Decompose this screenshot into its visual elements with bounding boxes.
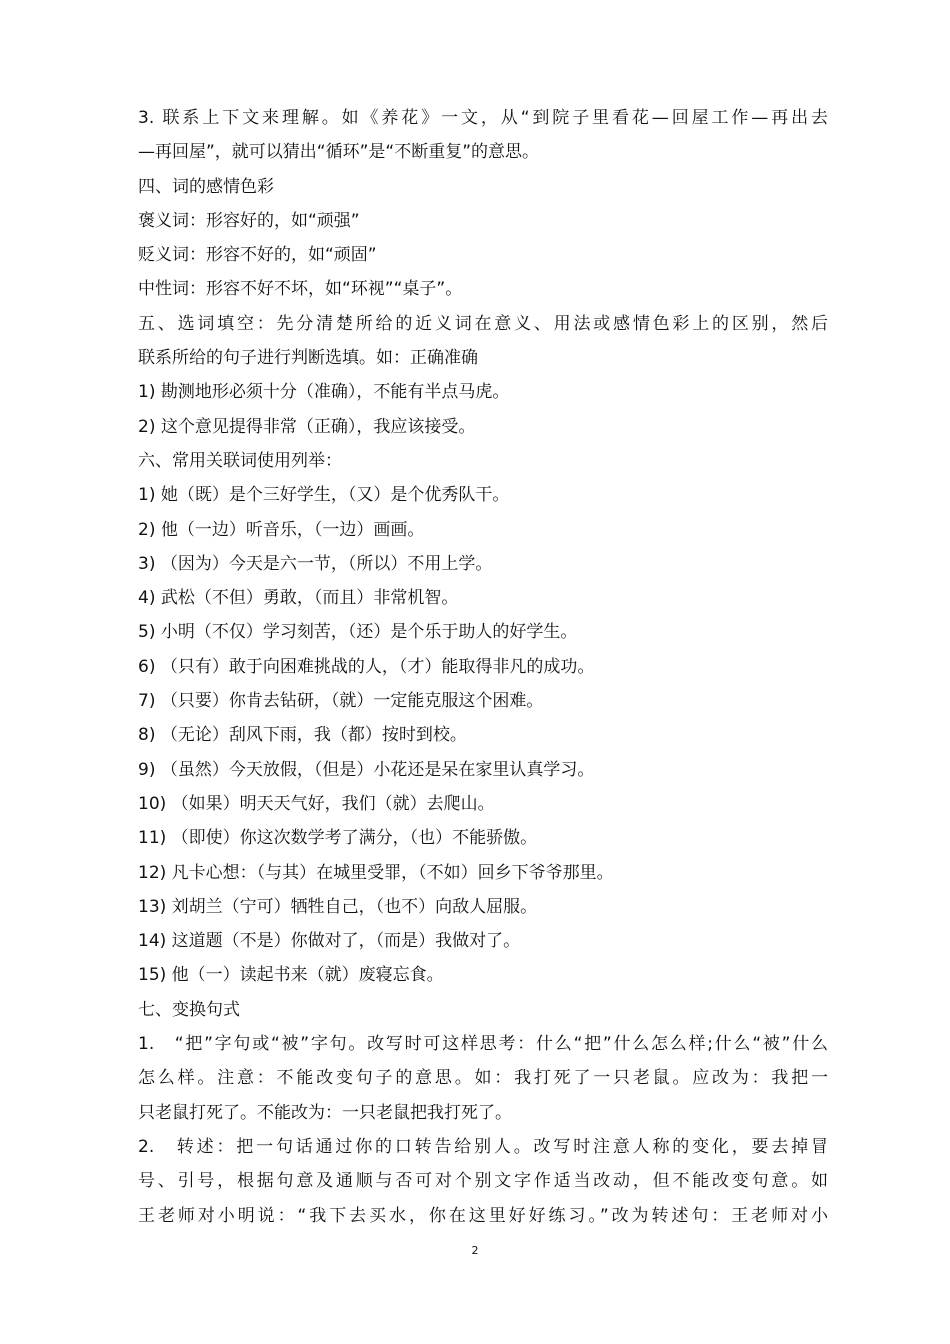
- document-body: [138, 101, 828, 1233]
- text-line: 1) 她（既）是个三好学生，（又）是个优秀队干。: [138, 485, 510, 506]
- text-line: 1) 勘测地形必须十分（准确），不能有半点马虎。: [138, 382, 510, 403]
- text-line: —再回屋”，就可以猜出“循环”是“不断重复”的意思。: [138, 142, 540, 163]
- text-line: 15) 他（一）读起书来（就）废寝忘食。: [138, 965, 444, 986]
- page-number: 2: [471, 1244, 479, 1257]
- text-line: 中性词：形容不好不坏，如“环视”“桌子”。: [138, 279, 463, 300]
- text-line: 14) 这道题（不是）你做对了，（而是）我做对了。: [138, 931, 521, 952]
- text-line: 12) 凡卡心想：（与其）在城里受罪，（不如）回乡下爷爷那里。: [138, 862, 614, 883]
- text-line: 号、引号，根据句意及通顺与否可对个别文字作适当改动，但不能改变句意。如: [138, 1171, 828, 1192]
- text-line: 10) （如果）明天天气好，我们（就）去爬山。: [138, 793, 495, 814]
- text-line: 怎么样。注意：不能改变句子的意思。如：我打死了一只老鼠。应改为：我把一: [138, 1068, 828, 1089]
- text-line: 2) 他（一边）听音乐，（一边）画画。: [138, 519, 425, 540]
- text-line: 联系所给的句子进行判断选填。如：正确准确: [138, 348, 478, 369]
- text-line: 四、词的感情色彩: [138, 176, 274, 197]
- text-line: 1. “把”字句或“被”字句。改写时可这样思考：什么“把”什么怎么样;什么“被”什么: [138, 1034, 828, 1055]
- text-line: 贬义词：形容不好的，如“顽固”: [138, 245, 377, 266]
- text-line: 5) 小明（不仅）学习刻苦，（还）是个乐于助人的好学生。: [138, 622, 578, 643]
- text-line: 褒义词：形容好的，如“顽强”: [138, 210, 360, 231]
- text-line: 2) 这个意见提得非常（正确），我应该接受。: [138, 416, 476, 437]
- text-line: 3) （因为）今天是六一节，（所以）不用上学。: [138, 553, 493, 574]
- text-line: 3. 联系上下文来理解。如《养花》一文，从“到院子里看花—回屋工作—再出去: [138, 108, 828, 128]
- text-line: 4) 武松（不但）勇敢，（而且）非常机智。: [138, 588, 459, 609]
- text-line: 王老师对小明说：“我下去买水，你在这里好好练习。”改为转述句：王老师对小: [138, 1205, 828, 1226]
- text-line: 五、选词填空：先分清楚所给的近义词在意义、用法或感情色彩上的区别，然后: [138, 313, 828, 334]
- text-line: 6) （只有）敢于向困难挑战的人，（才）能取得非凡的成功。: [138, 656, 595, 677]
- text-line: 11) （即使）你这次数学考了满分，（也）不能骄傲。: [138, 828, 538, 849]
- text-line: 只老鼠打死了。不能改为：一只老鼠把我打死了。: [138, 1102, 512, 1123]
- text-line: 8) （无论）刮风下雨，我（都）按时到校。: [138, 725, 467, 746]
- text-line: 7) （只要）你肯去钻研，（就）一定能克服这个困难。: [138, 691, 544, 712]
- text-line: 2. 转述：把一句话通过你的口转告给别人。改写时注意人称的变化，要去掉冒: [138, 1136, 828, 1157]
- text-line: 13) 刘胡兰（宁可）牺牲自己，（也不）向敌人屈服。: [138, 896, 538, 917]
- text-line: 六、常用关联词使用列举：: [138, 450, 342, 471]
- text-line: 9) （虽然）今天放假，（但是）小花还是呆在家里认真学习。: [138, 759, 595, 780]
- text-line: 七、变换句式: [138, 999, 240, 1020]
